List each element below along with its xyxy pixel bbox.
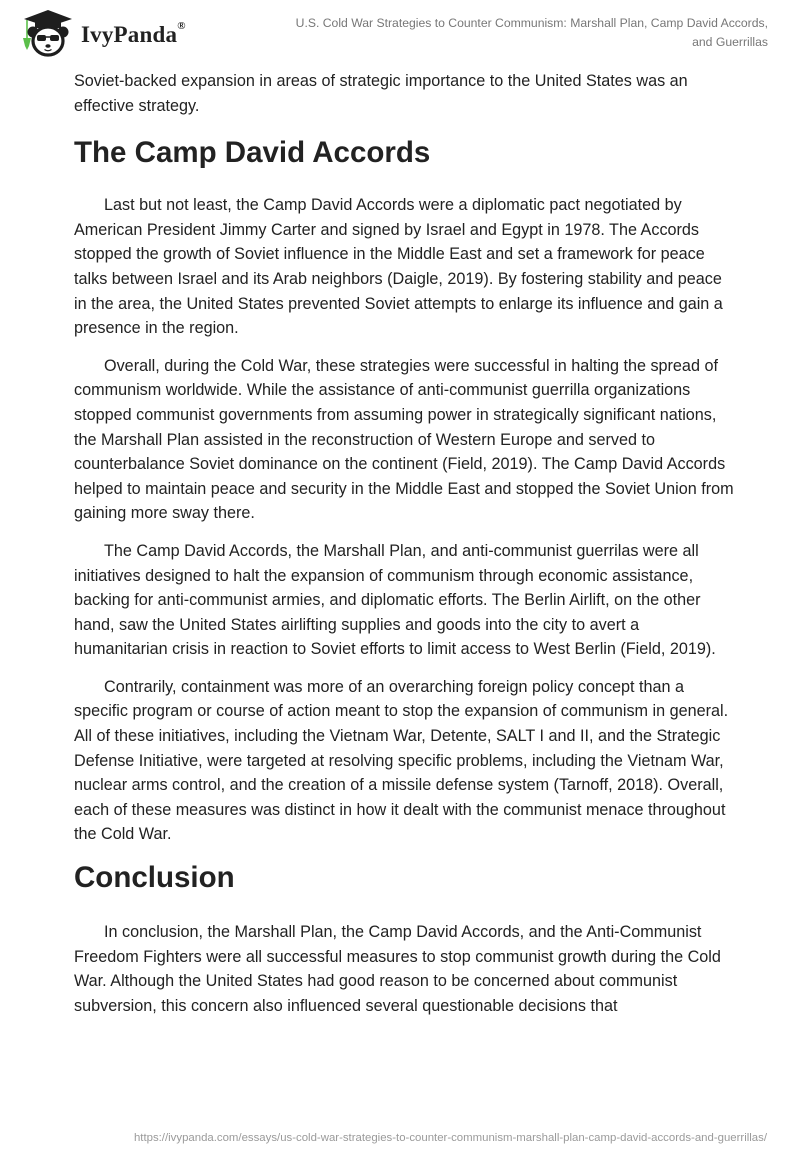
paragraph: The Camp David Accords, the Marshall Plan, and anti-communist guerrilas were all initiatives designed to halt the expansion of communism through economic assistance, backing for anti-communist armies, and diplomatic efforts. The Berlin Airlift, on the other hand, saw the United States airlifting supplies and goods into the city to avert a humanitarian crisis in reaction to Soviet efforts to limit access to West Berlin (Field, 2019). — [74, 541, 716, 659]
ivypanda-logo[interactable] — [16, 8, 186, 58]
brand-name: IvyPanda® — [81, 20, 186, 47]
paragraph: In conclusion, the Marshall Plan, the Camp David Accords, and the Anti-Communist Freedom Fighters were all successful measures to stop communist growth during the Cold War. Although the United States had good reason to be concerned about communist subversion, this concern also influenced several questionable decisions that — [74, 923, 721, 1015]
page-header — [0, 0, 800, 66]
source-url-link[interactable]: https://ivypanda.com/essays/us-cold-war-strategies-to-counter-communism-marshall-plan-camp-david-accords-and-guerrillas/ — [133, 1132, 767, 1144]
section-heading: Conclusion — [74, 861, 235, 895]
paragraph: Last but not least, the Camp David Accords were a diplomatic pact negotiated by American President Jimmy Carter and signed by Israel and Egypt in 1978. The Accords stopped the growth of Soviet influence in the Middle East and set a framework for peace talks between Israel and its Arab neighbors (Daigle, 2019). By fostering stability and peace in the area, the United States prevented Soviet attempts to enlarge its influence and gain a presence in the region. — [74, 196, 723, 338]
panda-graduate-icon — [16, 8, 76, 58]
document-title: U.S. Cold War Strategies to Counter Communism: Marshall Plan, Camp David Accords, and Guerrillas — [295, 16, 768, 49]
paragraph: Overall, during the Cold War, these strategies were successful in halting the spread of communism worldwide. While the assistance of anti-communist guerrilla organizations stopped communist governments from assuming power in strategically significant nations, the Marshall Plan assisted in the reconstruction of Western Europe and served to counterbalance Soviet dominance on the continent (Field, 2019). The Camp David Accords helped to maintain peace and security in the Middle East and stopped the Soviet Union from gaining more sway there. — [74, 356, 734, 523]
section-conclusion — [74, 860, 734, 1018]
paragraph: Contrarily, containment was more of an overarching foreign policy concept than a specific program or course of action meant to stop the expansion of communism in general. All of these initiatives, including the Vietnam War, Detente, SALT I and II, and the Strategic Defense Initiative, were targeted at resolving specific problems, including the Vietnam War, nuclear arms control, and the creation of a missile defense system (Tarnoff, 2018). Overall, each of these measures was distinct in how it dealt with the communist menace throughout the Cold War. — [74, 677, 729, 844]
intro-paragraph: Soviet-backed expansion in areas of strategic importance to the United States was an effective strategy. — [74, 72, 688, 115]
essay-content — [74, 69, 734, 1031]
section-camp-david-accords — [74, 135, 734, 847]
section-heading: The Camp David Accords — [74, 136, 431, 170]
